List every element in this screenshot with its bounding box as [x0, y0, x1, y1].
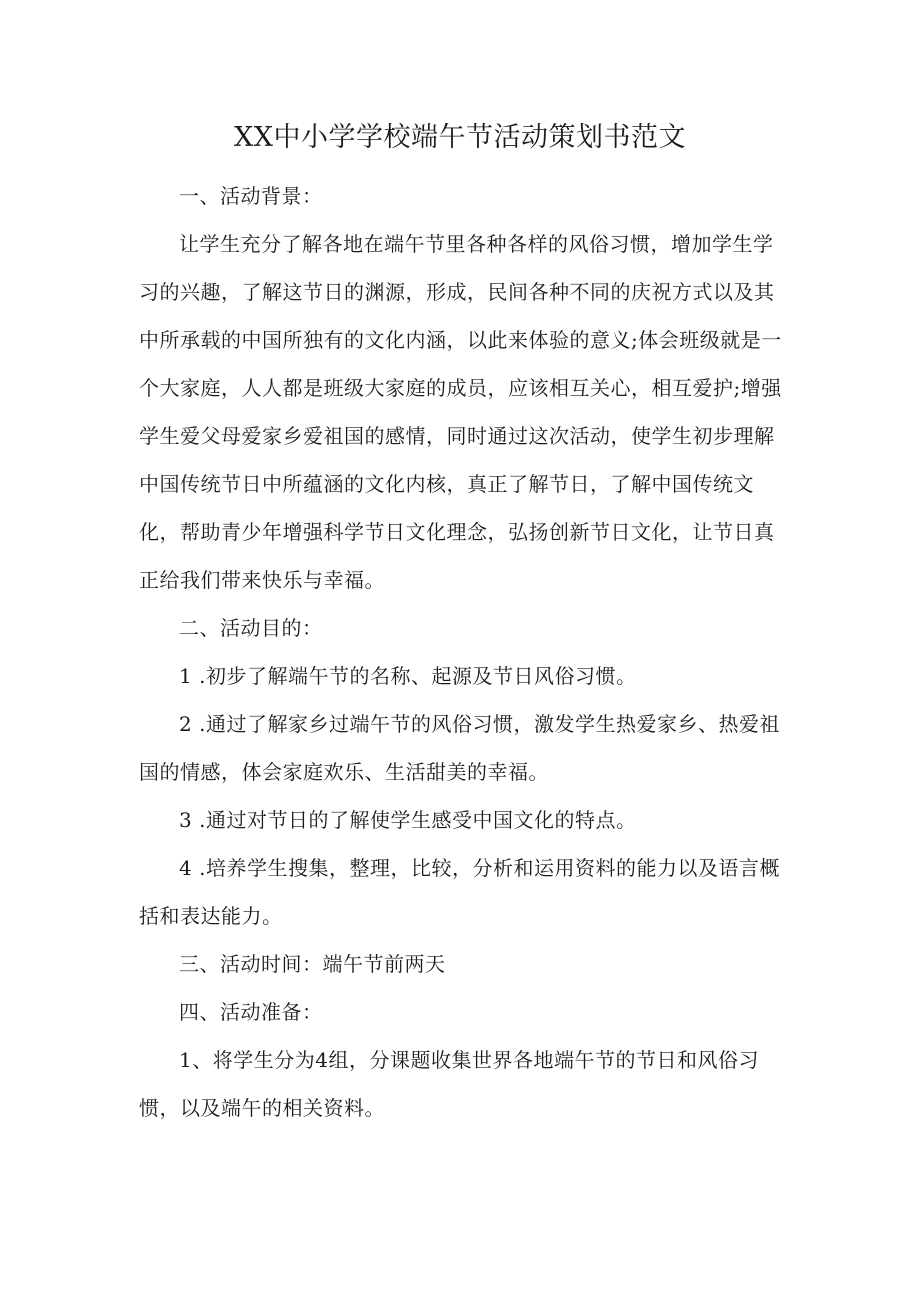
purpose-item-1: 1 .初步了解端午节的名称、起源及节日风俗习惯。 [179, 664, 637, 688]
purpose-item-2: 2 .通过了解家乡过端午节的风俗习惯，激发学生热爱家乡、热爱祖国的情感，体会家庭欢乐、生活甜美的幸福。 [139, 712, 780, 784]
document-title: XX中小学学校端午节活动策划书范文 [234, 122, 686, 153]
preparation-item-1: 1、将学生分为4组，分课题收集世界各地端午节的节日和风俗习惯，以及端午的相关资料。 [139, 1048, 759, 1120]
section-heading-background: 一、活动背景： [179, 184, 323, 208]
section-heading-purpose: 二、活动目的： [179, 616, 323, 640]
paragraph-background: 让学生充分了解各地在端午节里各种各样的风俗习惯，增加学生学习的兴趣，了解这节日的渊源，形成，民间各种不同的庆祝方式以及其中所承载的中国所独有的文化内涵，以此来体验的意义;体会班级就是一个大家庭，人人都是班级大家庭的成员，应该相互关心，相互爱护;增强学生爱父母爱家乡爱祖国的感情，同时通过这次活动，使学生初步理解中国传统节日中所蕴涵的文化内核，真正了解节日，了解中国传统文化，帮助青少年增强科学节日文化理念，弘扬创新节日文化，让节日真正给我们带来快乐与幸福。 [139, 232, 782, 592]
purpose-item-4: 4 .培养学生搜集，整理，比较，分析和运用资料的能力以及语言概括和表达能力。 [139, 856, 780, 928]
section-heading-time: 三、活动时间：端午节前两天 [179, 952, 446, 976]
section-heading-preparation: 四、活动准备： [179, 1000, 323, 1024]
purpose-item-3: 3 .通过对节日的了解使学生感受中国文化的特点。 [179, 808, 637, 832]
